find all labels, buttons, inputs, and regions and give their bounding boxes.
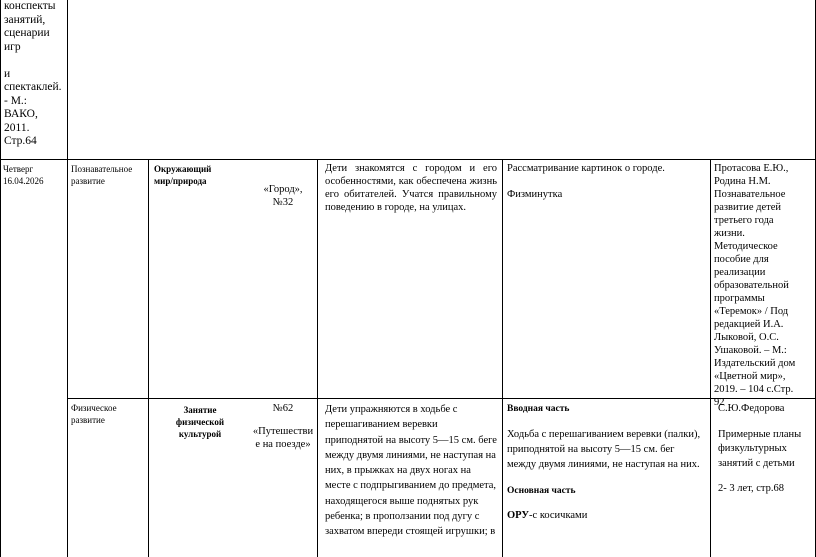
activity-cell-cognitive — [507, 162, 704, 201]
grid-line-col4 — [502, 159, 503, 557]
grid-line-col3 — [317, 159, 318, 557]
section-cell-physical: Занятие физической культурой — [175, 405, 225, 439]
area-cell-cognitive: Познавательное развитие — [71, 164, 133, 186]
intro-part-heading: Вводная часть — [507, 404, 570, 414]
activity-fizminutka: Физминутка — [507, 189, 563, 200]
day-cell: Четверг 16.04.2026 — [3, 164, 44, 186]
activity-cell-physical — [507, 402, 704, 523]
grid-line-col2 — [148, 159, 149, 557]
grid-line-left — [0, 0, 1, 557]
topic-cell-physical — [250, 402, 316, 451]
grid-line-col5 — [710, 159, 711, 557]
main-part-heading: Основная часть — [507, 486, 576, 496]
goals-cell-physical: Дети упражняются в ходьбе с перешагиванием веревки приподнятой на высоту 5—15 см. беге между двумя линиями, не наступая на них, в прыжках на двух ногах на месте с подпрыгиванием до предмета, находящегося выше поднятых рук ребенка; в проползании под дугу с захватом впереди стоящей игрушки; в — [325, 404, 497, 538]
grid-line-col1 — [67, 0, 68, 557]
lit-title: Примерные планы физкультурных занятий с детьми — [718, 428, 802, 469]
grid-line-row2 — [67, 398, 816, 399]
oru-line — [507, 508, 704, 523]
section-cell-cognitive: Окружающий мир/природа — [154, 164, 212, 186]
lit-page: 2- 3 лет, стр.68 — [718, 483, 784, 494]
goals-cell-cognitive: Дети знакомятся с городом и его особенностями, как обеспечена жизнь его обитателей. Учатся правильному поведению в городе, на улицах. — [325, 163, 497, 213]
oru-rest: -с косичками — [529, 510, 588, 521]
oru-label: ОРУ — [507, 510, 530, 521]
literature-cell-cognitive: Протасова Е.Ю., Родина Н.М. Познавательное развитие детей третьего года жизни. Методическое пособие для реализации образовательной программы «Теремок» / Под редакцией И.А. Лыковой, О.С. Ушаковой. – М.: Издательский дом «Цветной мир», 2019. – 104 с.Стр. 92 — [714, 163, 796, 408]
grid-line-row1 — [0, 159, 816, 160]
topic-cell-cognitive: «Город», №32 — [263, 184, 303, 208]
intro-part-text: Ходьба с перешагиванием веревки (палки), приподнятой на высоту 5—15 см. бег между двумя линиями, не наступая на них. — [507, 429, 701, 470]
activity-text-cognitive: Рассматривание картинок о городе. — [507, 163, 665, 174]
lesson-topic: «Путешестви е на поезде» — [252, 426, 314, 450]
lit-author: С.Ю.Федорова — [718, 403, 785, 414]
literature-cell-physical — [718, 402, 814, 497]
area-cell-physical: Физическое развитие — [71, 403, 117, 425]
top-literature-cell: конспекты занятий, сценарии игр и спектаклей. - М.: ВАКО, 2011. Стр.64 — [4, 0, 62, 147]
lesson-number: №62 — [272, 403, 294, 414]
